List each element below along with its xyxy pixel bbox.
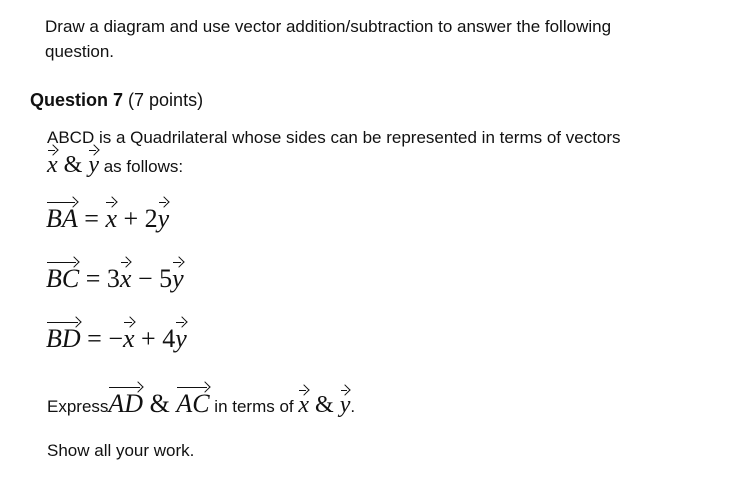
- vector-x: x: [105, 200, 117, 234]
- eq-part: − 5: [137, 264, 173, 293]
- intro-tail: as follows:: [103, 157, 184, 176]
- vector-ba: BA: [46, 200, 78, 234]
- vector-ac: AC: [176, 385, 209, 419]
- task-prefix: Express: [47, 397, 109, 416]
- vector-y: y: [340, 388, 351, 419]
- vector-x: x: [120, 260, 132, 294]
- eq-part: =: [84, 204, 106, 233]
- question-title: Question 7: [30, 90, 124, 110]
- eq-part: + 2: [123, 204, 158, 233]
- task-line: [47, 385, 355, 419]
- vector-x: x: [298, 388, 309, 419]
- vector-bc: BC: [46, 260, 79, 294]
- equation-bd: [46, 320, 187, 354]
- instruction-line-1: Draw a diagram and use vector addition/subtraction to answer the following: [45, 17, 612, 36]
- vector-y: y: [175, 320, 187, 354]
- vector-ad: AD: [108, 385, 143, 419]
- ampersand: &: [315, 392, 334, 418]
- vector-y: y: [172, 260, 184, 294]
- footer-instruction: Show all your work.: [47, 441, 195, 460]
- eq-part: = 3: [85, 264, 120, 293]
- vector-y: y: [158, 200, 170, 234]
- eq-part: = −: [87, 324, 123, 353]
- vector-y: y: [88, 148, 99, 179]
- vector-x: x: [47, 148, 58, 179]
- ampersand: &: [149, 389, 170, 418]
- vector-bd: BD: [46, 320, 81, 354]
- task-mid: in terms of: [214, 397, 294, 416]
- vector-x: x: [123, 320, 135, 354]
- intro-line-1: ABCD is a Quadrilateral whose sides can be represented in terms of vectors: [47, 128, 621, 147]
- eq-part: + 4: [141, 324, 176, 353]
- question-heading: [30, 90, 203, 111]
- intro-line-2: [47, 148, 183, 179]
- equation-bc: [46, 260, 184, 294]
- instruction-line-2: question.: [45, 42, 114, 61]
- equation-ba: [46, 200, 169, 234]
- ampersand: &: [63, 152, 83, 178]
- question-points: (7 points): [128, 90, 204, 110]
- period: .: [350, 397, 356, 416]
